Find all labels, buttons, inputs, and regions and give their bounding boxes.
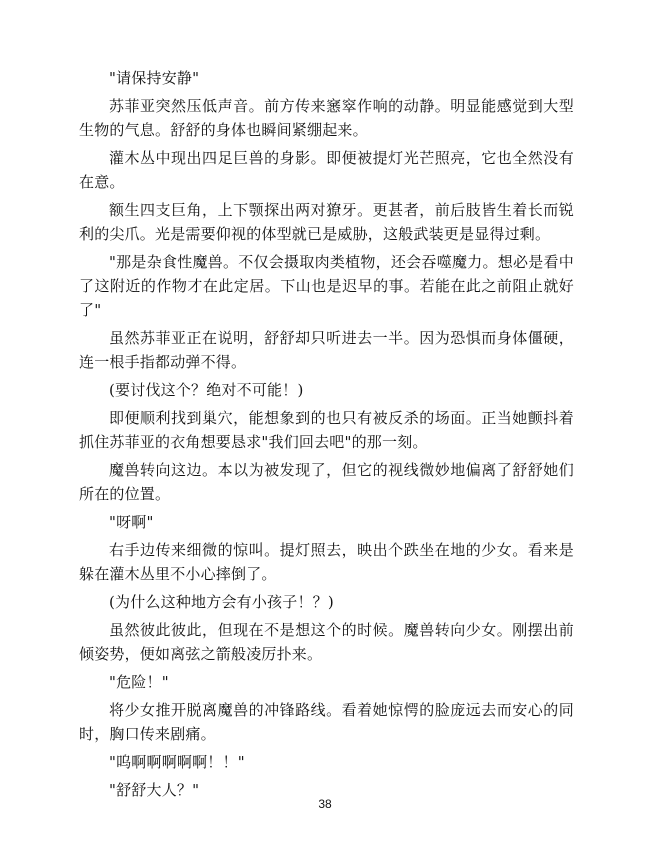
paragraph: (为什么这种地方会有小孩子！？) bbox=[109, 593, 334, 611]
paragraph: 虽然彼此彼此，但现在不是想这个的时候。魔兽转向少女。刚摆出前倾姿势，便如离弦之箭般凌厉扑来。 bbox=[79, 621, 574, 663]
body-text bbox=[79, 66, 574, 806]
page-number: 38 bbox=[318, 797, 332, 811]
paragraph: 魔兽转向这边。本以为被发现了，但它的视线微妙地偏离了舒舒她们所在的位置。 bbox=[79, 461, 574, 503]
paragraph: 虽然苏菲亚正在说明，舒舒却只听进去一半。因为恐惧而身体僵硬，连一根手指都动弹不得。 bbox=[79, 329, 574, 371]
paragraph: 额生四支巨角，上下颚探出两对獠牙。更甚者，前后肢皆生着长而锐利的尖爪。光是需要仰视的体型就已是威胁，这般武装更是显得过剩。 bbox=[79, 201, 574, 243]
paragraph: 将少女推开脱离魔兽的冲锋路线。看着她惊愕的脸庞远去而安心的同时，胸口传来剧痛。 bbox=[79, 701, 574, 743]
paragraph: 苏菲亚突然压低声音。前方传来窸窣作响的动静。明显能感觉到大型生物的气息。舒舒的身体也瞬间紧绷起来。 bbox=[79, 97, 574, 139]
paragraph: "呀啊" bbox=[109, 513, 154, 531]
paragraph: "舒舒大人？" bbox=[109, 781, 200, 799]
paragraph: "请保持安静" bbox=[109, 69, 200, 87]
paragraph: 右手边传来细微的惊叫。提灯照去，映出个跌坐在地的少女。看来是躲在灌木丛里不小心摔倒了。 bbox=[79, 541, 574, 583]
paragraph: "呜啊啊啊啊啊！！" bbox=[109, 753, 245, 771]
paragraph: 即便顺利找到巢穴，能想象到的也只有被反杀的场面。正当她颤抖着抓住苏菲亚的衣角想要恳求"我们回去吧"的那一刻。 bbox=[79, 409, 574, 451]
paragraph: "危险！" bbox=[109, 673, 169, 691]
paragraph: (要讨伐这个？绝对不可能！) bbox=[109, 381, 304, 399]
paragraph: 灌木丛中现出四足巨兽的身影。即便被提灯光芒照亮，它也全然没有在意。 bbox=[79, 149, 574, 191]
paragraph: "那是杂食性魔兽。不仅会摄取肉类植物，还会吞噬魔力。想必是看中了这附近的作物才在此定居。下山也是迟早的事。若能在此之前阻止就好了" bbox=[79, 253, 574, 319]
